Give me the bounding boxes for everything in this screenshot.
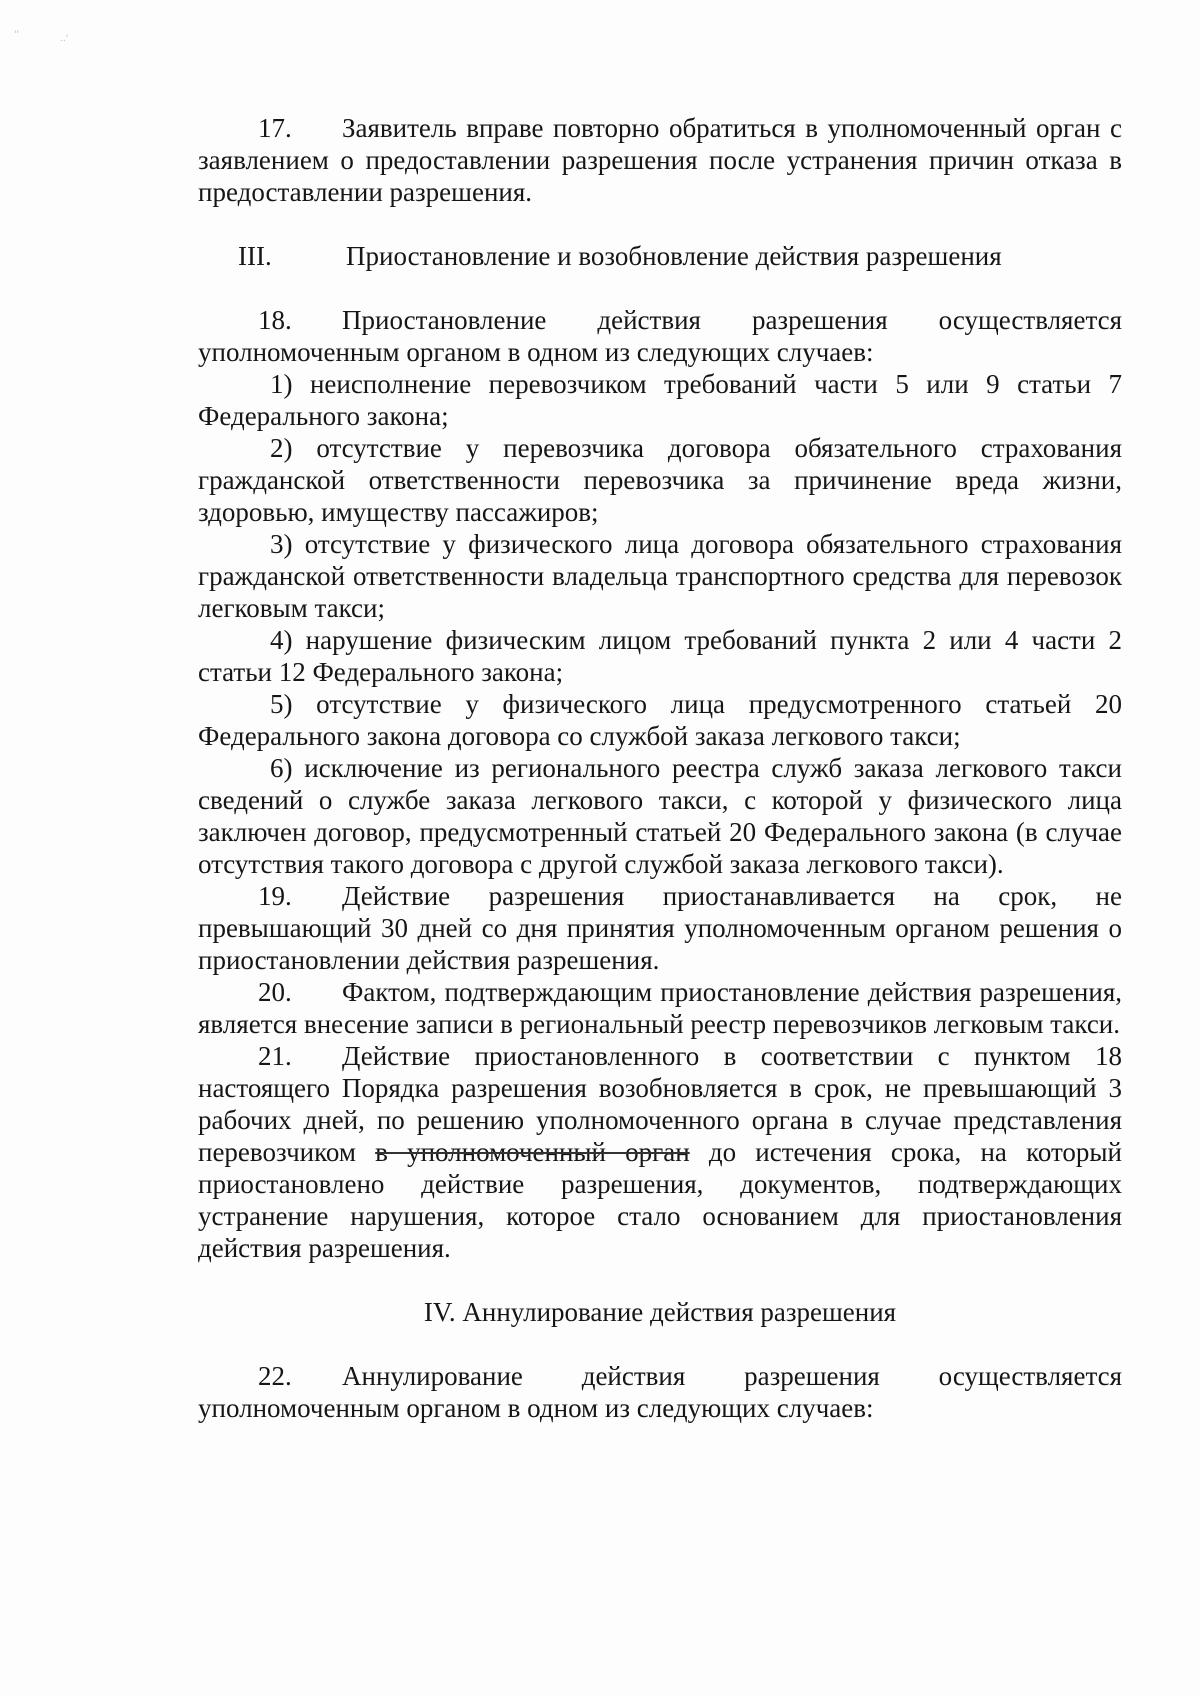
paragraph-19 xyxy=(198,880,1122,976)
paragraph-text: Приостановление действия разрешения осуществляется уполномоченным органом в одном из следующих случаев: xyxy=(198,305,1122,367)
list-item: 5) отсутствие у физического лица предусмотренного статьей 20 Федерального закона договора со службой заказа легкового такси; xyxy=(198,689,1122,751)
list-item: 6) исключение из регионального реестра служб заказа легкового такси сведений о службе заказа легкового такси, с которой у физического лица заключен договор, предусмотренный статьей 20 Федерального закона (в случае отсутствия такого договора с другой службой заказа легкового такси). xyxy=(198,753,1122,879)
paragraph-17 xyxy=(198,112,1122,208)
section-heading-4: IV. Аннулирование действия разрешения xyxy=(423,1297,897,1327)
paragraph-number: 20. xyxy=(258,977,292,1007)
paragraph-number: 19. xyxy=(258,881,292,911)
document-body xyxy=(198,112,1122,1424)
paragraph-22 xyxy=(198,1360,1122,1424)
list-item: 4) нарушение физическим лицом требований пункта 2 или 4 части 2 статьи 12 Федерального закона; xyxy=(198,625,1122,687)
struck-text: в уполномоченный орган xyxy=(375,1137,690,1167)
list-item: 2) отсутствие у перевозчика договора обязательного страхования гражданской ответственности перевозчика за причинение вреда жизни, здоровью, имуществу пассажиров; xyxy=(198,433,1122,527)
scan-mark-left: '' xyxy=(14,30,19,40)
paragraph-text: Аннулирование действия разрешения осуществляется уполномоченным органом в одном из следующих случаев: xyxy=(198,1361,1122,1423)
scan-mark-right: ..' xyxy=(60,34,69,44)
paragraph-text: Действие разрешения приостанавливается на срок, не превышающий 30 дней со дня принятия уполномоченным органом решения о приостановлении действия разрешения. xyxy=(198,881,1122,975)
paragraph-text-before: Действие приостановленного в соответствии с пунктом 18 настоящего Порядка разрешения возобновляется в срок, не превышающий 3 рабочих дней, по решению уполномоченного органа в случае представления перевозчиком xyxy=(198,1041,1122,1167)
paragraph-text-after: до истечения срока, на который приостановлено действие разрешения, документов, подтверждающих устранение нарушения, которое стало основанием для приостановления действия разрешения. xyxy=(198,1137,1123,1263)
paragraph-number: 18. xyxy=(258,305,292,335)
list-item: 1) неисполнение перевозчиком требований части 5 или 9 статьи 7 Федерального закона; xyxy=(198,369,1122,431)
paragraph-number: 21. xyxy=(258,1041,292,1071)
paragraph-18 xyxy=(198,304,1122,368)
paragraph-text: Заявитель вправе повторно обратиться в уполномоченный орган с заявлением о предоставлении разрешения после устранения причин отказа в предоставлении разрешения. xyxy=(198,113,1122,207)
paragraph-21 xyxy=(198,1040,1122,1264)
list-item: 3) отсутствие у физического лица договора обязательного страхования гражданской ответственности владельца транспортного средства для перевозок легковым такси; xyxy=(198,529,1122,623)
section-number: III. xyxy=(238,241,272,271)
paragraph-number: 17. xyxy=(258,113,292,143)
paragraph-20 xyxy=(198,976,1122,1040)
paragraph-text: Фактом, подтверждающим приостановление действия разрешения, является внесение записи в региональный реестр перевозчиков легковым такси. xyxy=(198,977,1122,1039)
paragraph-number: 22. xyxy=(258,1361,292,1391)
section-heading-3 xyxy=(198,240,1122,272)
section-title: Приостановление и возобновление действия разрешения xyxy=(346,241,1002,271)
